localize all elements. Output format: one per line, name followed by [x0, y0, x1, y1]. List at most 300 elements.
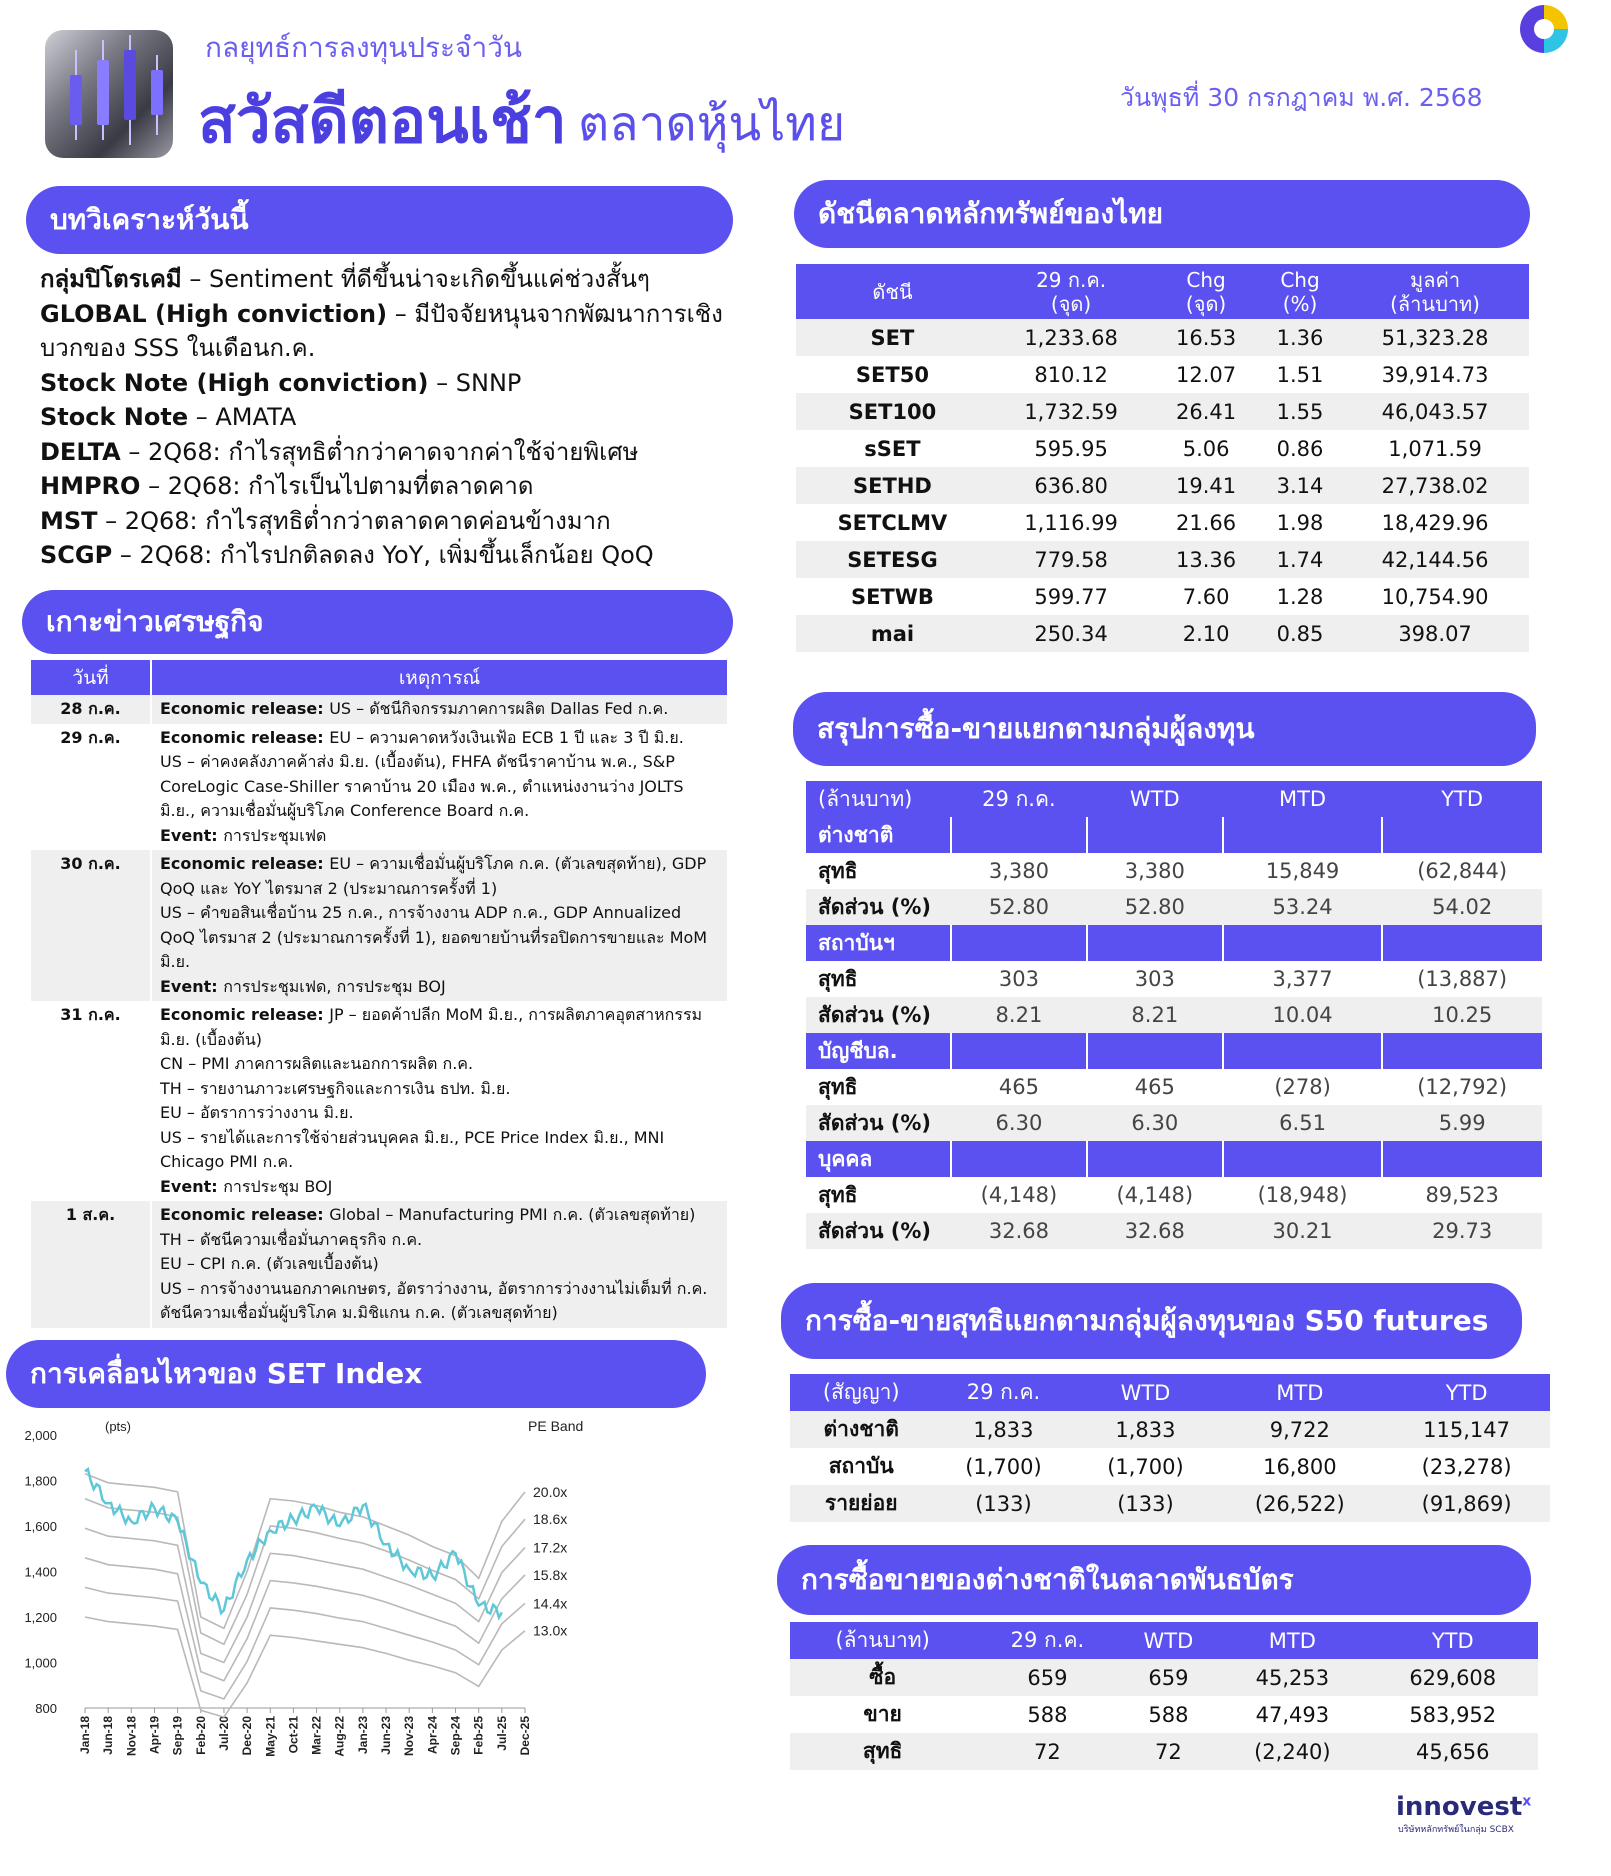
investor-cell: 3,380 — [951, 853, 1087, 889]
investor-cell: (278) — [1223, 1069, 1383, 1105]
investor-row — [806, 1105, 1542, 1141]
header-line: (จุด) — [1050, 291, 1092, 316]
y-tick-label: 1,600 — [24, 1519, 57, 1534]
index-cell: 42,144.56 — [1341, 541, 1529, 578]
event-text: US – คำขอสินเชื่อบ้าน 25 ก.ค., การจ้างงาน ADP ก.ค., GDP Annualized QoQ ไตรมาส 2 (ประมาณการครั้งที่ 1), ยอดขายบ้านที่รอปิดการขายและ MoM มิ.ย. — [160, 903, 708, 971]
x-tick-label: Jul-25 — [494, 1716, 509, 1751]
investor-group-name: ต่างชาติ — [806, 817, 951, 853]
event-line — [160, 697, 719, 722]
investor-cell: 3,380 — [1087, 853, 1223, 889]
analysis-item-text: – AMATA — [188, 403, 297, 431]
investor-row — [806, 1069, 1542, 1105]
pe-band-label: 20.0x — [533, 1483, 568, 1500]
investor-header-row — [806, 781, 1542, 817]
index-row — [796, 504, 1529, 541]
index-cell: 13.36 — [1153, 541, 1259, 578]
investor-cell: (4,148) — [1087, 1177, 1223, 1213]
event-line — [160, 1052, 719, 1077]
index-cell: SETHD — [796, 467, 989, 504]
index-cell: mai — [796, 615, 989, 652]
index-row — [796, 319, 1529, 356]
analysis-item-title: SCGP — [40, 541, 113, 569]
index-cell: SET50 — [855, 362, 929, 387]
index-col-header — [1153, 264, 1259, 319]
index-cell: 21.66 — [1176, 510, 1237, 535]
index-cell: sSET — [864, 436, 921, 461]
index-cell: 0.86 — [1276, 436, 1324, 461]
pe-band-title: PE Band — [528, 1418, 584, 1434]
futures-cell: 9,722 — [1216, 1411, 1383, 1448]
page-title: สวัสดีตอนเช้า — [198, 84, 567, 157]
index-cell: 1,732.59 — [989, 393, 1153, 430]
investor-col-header: WTD — [1087, 781, 1223, 817]
analysis-list — [40, 262, 740, 573]
header-line: มูลค่า — [1410, 267, 1461, 292]
bond-cell: 588 — [1027, 1702, 1068, 1727]
investor-cell: 30.21 — [1223, 1213, 1383, 1249]
analysis-item — [40, 297, 740, 366]
x-tick-label: Nov-18 — [124, 1716, 139, 1757]
investor-row-label: สุทธิ — [806, 853, 951, 889]
y-tick-label: 1,000 — [24, 1655, 57, 1671]
investor-col-header: YTD — [1382, 781, 1542, 817]
header-line: 29 ก.ค. — [1036, 267, 1107, 292]
x-tick-label: May-21 — [263, 1716, 278, 1757]
event-detail — [151, 850, 727, 1001]
investor-group-row — [806, 817, 1542, 853]
pe-band-label: 17.2x — [533, 1539, 568, 1556]
investor-cell: (62,844) — [1382, 853, 1542, 889]
event-label: Economic release: — [160, 727, 330, 747]
index-cell: 16.53 — [1153, 319, 1259, 356]
futures-row-label: ต่างชาติ — [790, 1411, 932, 1448]
index-cell: SET — [796, 319, 989, 356]
y-tick-label: 800 — [35, 1701, 57, 1716]
bond-table-heading: การซื้อขายของต่างชาติในตลาดพันธบัตร — [777, 1545, 1531, 1615]
analysis-item-text: – 2Q68: กำไรเป็นไปตามที่ตลาดคาด — [140, 472, 534, 500]
x-tick-label: Oct-21 — [286, 1716, 301, 1754]
event-label: Event: — [160, 825, 224, 845]
bond-col-header: (ล้านบาท) — [790, 1622, 975, 1659]
bond-row-label: สุทธิ — [790, 1733, 975, 1770]
event-line — [160, 1228, 719, 1253]
analysis-item-text: – Sentiment ที่ดีขึ้นน่าจะเกิดขึ้นแค่ช่วงสั้นๆ — [181, 265, 650, 293]
event-text: การประชุมเฟด, การประชุม BOJ — [223, 976, 446, 996]
bond-cell: 659 — [1120, 1659, 1218, 1696]
index-cell: 27,738.02 — [1341, 467, 1529, 504]
event-row — [31, 850, 727, 1001]
bond-cell: (2,240) — [1217, 1733, 1367, 1770]
event-label: Economic release: — [160, 1005, 330, 1024]
futures-cell: 115,147 — [1383, 1411, 1550, 1448]
index-cell: 19.41 — [1153, 467, 1259, 504]
x-tick-label: Apr-19 — [147, 1716, 162, 1755]
index-cell: 1.55 — [1259, 393, 1341, 430]
bond-header-row — [790, 1622, 1538, 1659]
bond-cell: 588 — [1148, 1702, 1189, 1727]
investor-group-spacer — [1382, 1033, 1542, 1069]
investor-group-spacer — [1382, 817, 1542, 853]
set-chart-heading: การเคลื่อนไหวของ SET Index — [6, 1340, 706, 1408]
investor-table-heading: สรุปการซื้อ-ขายแยกตามกลุ่มผู้ลงทุน — [793, 692, 1536, 766]
report-date: วันพุธที่ 30 กรกฎาคม พ.ศ. 2568 — [1120, 83, 1483, 112]
x-tick-label: Sep-24 — [448, 1716, 463, 1756]
futures-col-header: (สัญญา) — [790, 1374, 932, 1411]
investor-cell: 10.04 — [1223, 997, 1383, 1033]
investor-row — [806, 997, 1542, 1033]
pe-band-line — [85, 1558, 525, 1681]
event-line — [160, 901, 719, 975]
investor-row-label: สัดส่วน (%) — [806, 889, 951, 925]
index-row — [796, 541, 1529, 578]
bond-col-header: 29 ก.ค. — [975, 1622, 1119, 1659]
event-detail — [151, 1001, 727, 1201]
investor-row — [806, 853, 1542, 889]
page-title-market: ตลาดหุ้นไทย — [578, 96, 846, 152]
futures-col-header: MTD — [1216, 1374, 1383, 1411]
index-cell: 18,429.96 — [1381, 510, 1489, 535]
event-text: TH – ดัชนีความเชื่อมั่นภาคธุรกิจ ก.ค. — [160, 1229, 423, 1249]
index-table-heading: ดัชนีตลาดหลักทรัพย์ของไทย — [794, 180, 1530, 248]
index-cell: 5.06 — [1182, 436, 1230, 461]
index-cell: SET100 — [796, 393, 989, 430]
investor-cell: 53.24 — [1223, 889, 1383, 925]
event-text: US – ค่าคงคลังภาคค้าส่ง มิ.ย. (เบื้องต้น), FHFA ดัชนีราคาบ้าน พ.ค., S&P CoreLogic Case-Shiller ราคาบ้าน 20 เมือง พ.ค., ตำแหน่งงานว่าง JOLTS มิ.ย., ความเชื่อมั่นผู้บริโภค Conference Board ก.ค. — [160, 752, 684, 820]
investor-group-spacer — [951, 1033, 1087, 1069]
bond-row-label: ขาย — [863, 1702, 902, 1726]
index-cell: 1,116.99 — [1024, 510, 1118, 535]
investor-cell: 32.68 — [951, 1213, 1087, 1249]
event-line — [160, 852, 719, 901]
investor-cell: (18,948) — [1223, 1177, 1383, 1213]
analysis-item-title: กลุ่มปิโตรเคมี — [40, 265, 182, 293]
event-text: US – รายได้และการใช้จ่ายส่วนบุคคล มิ.ย., PCE Price Index มิ.ย., MNI Chicago PMI ก.ค. — [160, 1127, 665, 1171]
investor-cell: 29.73 — [1382, 1213, 1542, 1249]
investor-group-spacer — [1223, 925, 1383, 961]
set-index-pe-band-chart — [20, 1410, 690, 1780]
event-detail — [151, 695, 727, 724]
index-cell: SETESG — [796, 541, 989, 578]
event-row — [31, 724, 727, 851]
analysis-item — [40, 400, 740, 435]
bond-row — [790, 1696, 1538, 1733]
index-row — [796, 615, 1529, 652]
investor-cell: 3,377 — [1223, 961, 1383, 997]
investor-group-spacer — [1382, 925, 1542, 961]
futures-cell: (91,869) — [1383, 1485, 1550, 1522]
event-date: 31 ก.ค. — [31, 1001, 151, 1201]
event-line — [160, 824, 719, 849]
y-tick-label: 1,800 — [24, 1473, 57, 1489]
x-tick-label: Nov-23 — [402, 1716, 417, 1757]
event-text: TH – รายงานภาวะเศรษฐกิจและการเงิน ธปท. มิ.ย. — [160, 1078, 511, 1098]
event-date: 29 ก.ค. — [31, 724, 151, 851]
investor-row — [806, 1177, 1542, 1213]
bond-cell: 659 — [975, 1659, 1119, 1696]
investor-cell: 89,523 — [1382, 1177, 1542, 1213]
index-cell: 636.80 — [989, 467, 1153, 504]
analysis-item-title: Stock Note (High conviction) — [40, 368, 429, 397]
event-text: CN – PMI ภาคการผลิตและนอกการผลิต ก.ค. — [160, 1054, 474, 1073]
bond-row — [790, 1659, 1538, 1696]
investor-row — [806, 1213, 1542, 1249]
event-line — [160, 1126, 719, 1175]
index-row — [796, 356, 1529, 393]
pe-band-line — [85, 1587, 525, 1699]
index-cell: 0.85 — [1259, 615, 1341, 652]
event-text: EU – อัตราการว่างงาน มิ.ย. — [160, 1103, 354, 1122]
event-date: 28 ก.ค. — [31, 695, 151, 724]
page-subtitle: กลยุทธ์การลงทุนประจำวัน — [205, 31, 523, 64]
investor-group-spacer — [1223, 1033, 1383, 1069]
event-label: Event: — [160, 1176, 224, 1196]
investor-row-label: สัดส่วน (%) — [806, 997, 951, 1033]
futures-row — [790, 1448, 1550, 1485]
analysis-item-title: Stock Note — [40, 403, 189, 431]
investor-cell: 303 — [1087, 961, 1223, 997]
bond-row — [790, 1733, 1538, 1770]
x-tick-label: Jul-20 — [216, 1716, 231, 1751]
investor-group-spacer — [951, 817, 1087, 853]
event-text: JP – ยอดค้าปลีก MoM มิ.ย., การผลิตภาคอุตสาหกรรม มิ.ย. (เบื้องต้น) — [160, 1005, 703, 1049]
x-tick-label: Mar-22 — [309, 1716, 324, 1755]
set-index-line — [85, 1469, 502, 1617]
analysis-item-text: – มีปัจจัยหนุนจากพัฒนาการเชิงบวกของ SSS ในเดือนก.ค. — [40, 299, 723, 362]
investor-group-spacer — [1087, 1033, 1223, 1069]
index-cell: 39,914.73 — [1381, 362, 1489, 387]
investor-table — [806, 781, 1542, 1249]
investor-cell: (12,792) — [1382, 1069, 1542, 1105]
header-line: (ล้านบาท) — [1390, 291, 1480, 316]
investor-cell: 8.21 — [951, 997, 1087, 1033]
analysis-item-title: HMPRO — [40, 472, 141, 500]
index-cell: 10,754.90 — [1381, 584, 1489, 609]
event-row — [31, 1201, 727, 1328]
futures-col-header: WTD — [1074, 1374, 1216, 1411]
bond-col-header: MTD — [1217, 1622, 1367, 1659]
x-tick-label: Jun-23 — [379, 1716, 394, 1755]
bond-table — [790, 1622, 1538, 1770]
event-line — [160, 1101, 719, 1126]
bond-cell: 45,253 — [1217, 1659, 1367, 1696]
investor-group-spacer — [1087, 817, 1223, 853]
pe-band-line — [85, 1499, 525, 1645]
pe-band-line — [85, 1528, 525, 1662]
analysis-item-text: – 2Q68: กำไรสุทธิต่ำกว่าตลาดคาดค่อนข้างมาก — [97, 506, 611, 535]
event-row — [31, 1001, 727, 1201]
y-unit-label: (pts) — [105, 1419, 131, 1434]
pe-band-label: 13.0x — [533, 1622, 568, 1639]
futures-row — [790, 1411, 1550, 1448]
index-cell: SETWB — [850, 584, 934, 609]
index-cell: 46,043.57 — [1341, 393, 1529, 430]
investor-row-label: สัดส่วน (%) — [806, 1213, 951, 1249]
y-tick-label: 1,200 — [24, 1610, 57, 1625]
index-row — [796, 578, 1529, 615]
event-text: EU – ความเชื่อมั่นผู้บริโภค ก.ค. (ตัวเลขสุดท้าย), GDP QoQ และ YoY ไตรมาส 2 (ประมาณการครั้งที่ 1) — [160, 854, 707, 898]
index-cell: SETCLMV — [837, 510, 948, 535]
event-label: Event: — [160, 976, 224, 996]
analysis-item — [40, 366, 740, 401]
investor-group-spacer — [1087, 1141, 1223, 1177]
investor-cell: 10.25 — [1382, 997, 1542, 1033]
index-cell: 1.51 — [1276, 362, 1324, 387]
candlestick-logo-image — [45, 30, 173, 158]
event-label: Economic release: — [160, 699, 330, 718]
bond-col-header: YTD — [1367, 1622, 1538, 1659]
bond-cell: 45,656 — [1367, 1733, 1538, 1770]
index-cell: 1,233.68 — [989, 319, 1153, 356]
index-cell: 1.28 — [1276, 584, 1324, 609]
y-tick-label: 1,400 — [24, 1564, 57, 1580]
analysis-item-title: MST — [40, 506, 98, 535]
investor-group-spacer — [951, 1141, 1087, 1177]
event-text: US – ดัชนีกิจกรรมภาคการผลิต Dallas Fed ก.ค. — [329, 699, 669, 718]
futures-cell: (26,522) — [1216, 1485, 1383, 1522]
event-line — [160, 726, 719, 751]
investor-col-header: MTD — [1223, 781, 1383, 817]
events-col-event: เหตุการณ์ — [151, 660, 727, 695]
pe-band-line — [85, 1617, 525, 1717]
investor-group-spacer — [1087, 925, 1223, 961]
futures-cell: (1,700) — [965, 1454, 1042, 1479]
events-table — [31, 660, 727, 1328]
investor-group-spacer — [951, 925, 1087, 961]
investor-group-name: บุคคล — [806, 1141, 951, 1177]
futures-row — [790, 1485, 1550, 1522]
investor-cell: 465 — [951, 1069, 1087, 1105]
investor-group-spacer — [1223, 817, 1383, 853]
investor-col-header: 29 ก.ค. — [951, 781, 1087, 817]
index-cell: 599.77 — [1034, 584, 1108, 609]
futures-row-label: สถาบัน — [828, 1454, 894, 1478]
event-text: EU – CPI ก.ค. (ตัวเลขเบื้องต้น) — [160, 1254, 379, 1273]
event-row — [31, 695, 727, 724]
x-tick-label: Dec-25 — [518, 1716, 532, 1756]
analysis-item — [40, 538, 740, 573]
investor-group-spacer — [1382, 1141, 1542, 1177]
futures-table — [790, 1374, 1550, 1522]
analysis-item-title: DELTA — [40, 437, 121, 466]
event-date: 1 ส.ค. — [31, 1201, 151, 1328]
index-col-header — [1259, 264, 1341, 319]
x-tick-label: Sep-19 — [170, 1716, 185, 1756]
index-row — [796, 393, 1529, 430]
bond-cell: 72 — [1120, 1733, 1218, 1770]
index-cell: 398.07 — [1341, 615, 1529, 652]
futures-cell: 1,833 — [1074, 1411, 1216, 1448]
futures-header-row — [790, 1374, 1550, 1411]
index-cell: 1.98 — [1276, 510, 1324, 535]
event-text: การประชุม BOJ — [223, 1176, 333, 1196]
futures-cell: (23,278) — [1421, 1454, 1512, 1479]
innovest-logo: innovest$^x$ — [1396, 1792, 1532, 1822]
futures-row-label: รายย่อย — [790, 1485, 932, 1522]
investor-cell: 6.30 — [951, 1105, 1087, 1141]
investor-row-label: สุทธิ — [806, 1069, 951, 1105]
y-tick-label: 2,000 — [24, 1428, 57, 1443]
event-line — [160, 1077, 719, 1102]
index-row — [796, 430, 1529, 467]
pe-band-label: 15.8x — [533, 1566, 568, 1583]
index-cell: 810.12 — [1034, 362, 1108, 387]
event-line — [160, 1175, 719, 1200]
investor-cell: 54.02 — [1382, 889, 1542, 925]
analysis-item-text: – SNNP — [428, 368, 522, 397]
event-line — [160, 1252, 719, 1277]
header-line: (%) — [1282, 291, 1318, 316]
pe-band-label: 18.6x — [533, 1511, 568, 1528]
investor-group-row — [806, 1033, 1542, 1069]
investor-group-row — [806, 1141, 1542, 1177]
investor-row-label: สุทธิ — [806, 961, 951, 997]
event-date: 30 ก.ค. — [31, 850, 151, 1001]
header-line: Chg — [1280, 267, 1320, 292]
investor-cell: 15,849 — [1223, 853, 1383, 889]
futures-cell: 1,833 — [932, 1411, 1074, 1448]
analysis-heading: บทวิเคราะห์วันนี้ — [26, 186, 733, 254]
event-label: Economic release: — [160, 854, 330, 873]
index-cell: 1.36 — [1259, 319, 1341, 356]
analysis-item — [40, 262, 740, 297]
x-tick-label: Jan-18 — [78, 1716, 92, 1755]
futures-cell: (1,700) — [1107, 1454, 1184, 1479]
investor-cell: 465 — [1087, 1069, 1223, 1105]
investor-group-name: สถาบันฯ — [806, 925, 951, 961]
bond-cell: 72 — [975, 1733, 1119, 1770]
x-tick-label: Jan-23 — [355, 1716, 370, 1755]
index-cell: 595.95 — [1034, 436, 1108, 461]
event-detail — [151, 724, 727, 851]
bond-cell: 47,493 — [1255, 1702, 1330, 1727]
investor-group-spacer — [1223, 1141, 1383, 1177]
index-cell: 12.07 — [1176, 362, 1237, 387]
event-text: การประชุมเฟด — [223, 825, 327, 845]
analysis-item-title: GLOBAL (High conviction) — [40, 299, 388, 328]
investor-row-label: สัดส่วน (%) — [806, 1105, 951, 1141]
index-row — [796, 467, 1529, 504]
x-tick-label: Apr-24 — [425, 1716, 440, 1755]
investor-cell: 32.68 — [1087, 1213, 1223, 1249]
index-cell: 51,323.28 — [1341, 319, 1529, 356]
futures-cell: (133) — [932, 1485, 1074, 1522]
futures-col-header: 29 ก.ค. — [932, 1374, 1074, 1411]
futures-table-heading: การซื้อ-ขายสุทธิแยกตามกลุ่มผู้ลงทุนของ S50 futures — [781, 1283, 1522, 1359]
index-cell: 26.41 — [1153, 393, 1259, 430]
x-tick-label: Feb-20 — [193, 1716, 208, 1755]
index-cell: 2.10 — [1153, 615, 1259, 652]
brand-circle-icon — [1520, 5, 1568, 53]
bond-row-label: ซื้อ — [790, 1659, 975, 1696]
event-detail — [151, 1201, 727, 1328]
event-text: EU – ความคาดหวังเงินเฟ้อ ECB 1 ปี และ 3 ปี มิ.ย. — [329, 727, 684, 747]
index-col-header — [1341, 264, 1529, 319]
investor-cell: 8.21 — [1087, 997, 1223, 1033]
x-tick-label: Feb-25 — [471, 1716, 486, 1755]
index-cell: 7.60 — [1182, 584, 1230, 609]
investor-cell: 6.30 — [1087, 1105, 1223, 1141]
event-line — [160, 750, 719, 824]
x-tick-label: Dec-20 — [240, 1716, 255, 1756]
investor-row — [806, 889, 1542, 925]
analysis-item — [40, 504, 740, 539]
index-cell: 1.74 — [1259, 541, 1341, 578]
investor-cell: (4,148) — [951, 1177, 1087, 1213]
index-cell: 3.14 — [1259, 467, 1341, 504]
analysis-item — [40, 435, 740, 470]
x-tick-label: Jun-18 — [101, 1716, 116, 1755]
investor-cell: 303 — [951, 961, 1087, 997]
